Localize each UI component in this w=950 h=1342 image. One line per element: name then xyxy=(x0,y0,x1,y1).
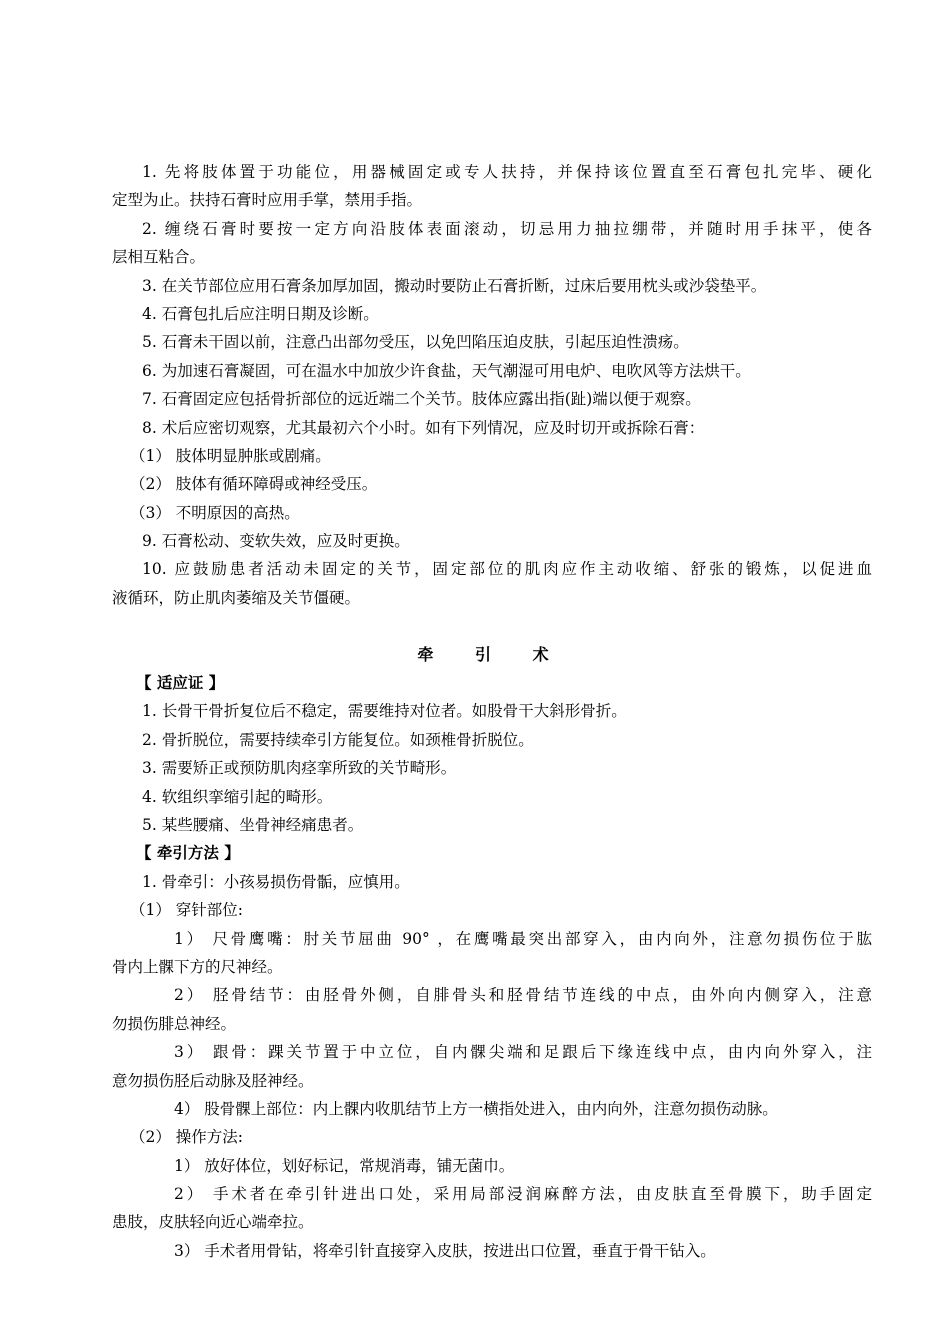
paragraph-line: 8. 术后应密切观察，尤其最初六个小时。如有下列情况，应及时切开或拆除石膏： xyxy=(142,418,705,437)
list-item: 2. 骨折脱位，需要持续牵引方能复位。如颈椎骨折脱位。 xyxy=(142,730,534,749)
heading-indications: 【 适应证 】 xyxy=(136,674,225,693)
paragraph-line: （3） 不明原因的高热。 xyxy=(130,503,300,522)
paragraph-line: 10. 应鼓励患者活动未固定的关节，固定部位的肌肉应作主动收缩、舒张的锻炼，以促进血 xyxy=(142,560,872,579)
list-item: 骨内上髁下方的尺神经。 xyxy=(112,957,283,976)
list-item: 3） 跟骨：踝关节置于中立位，自内髁尖端和足跟后下缘连线中点，由内向外穿入，注 xyxy=(174,1043,872,1062)
paragraph-line: 6. 为加速石膏凝固，可在温水中加放少许食盐，天气潮湿可用电炉、电吹风等方法烘干。 xyxy=(142,361,751,380)
document-body xyxy=(112,158,872,1265)
list-item: （2） 操作方法: xyxy=(130,1128,244,1147)
list-item: 4） 股骨髁上部位：内上髁内收肌结节上方一横指处进入，由内向外，注意勿损伤动脉。 xyxy=(174,1099,778,1118)
list-item: 3. 需要矫正或预防肌肉痉挛所致的关节畸形。 xyxy=(142,759,457,778)
heading-methods: 【 牵引方法 】 xyxy=(136,844,240,863)
list-item: 5. 某些腰痛、坐骨神经痛患者。 xyxy=(142,815,364,834)
paragraph-line: （2） 肢体有循环障碍或神经受压。 xyxy=(130,475,378,494)
list-item: 4. 软组织挛缩引起的畸形。 xyxy=(142,787,333,806)
paragraph-line: 3. 在关节部位应用石膏条加厚加固，搬动时要防止石膏折断，过床后要用枕头或沙袋垫平。 xyxy=(142,276,767,295)
paragraph-line: 1. 先将肢体置于功能位，用器械固定或专人扶持，并保持该位置直至石膏包扎完毕、硬化 xyxy=(142,163,872,181)
paragraph-line: （1） 肢体明显肿胀或剧痛。 xyxy=(130,446,331,465)
list-item: 1） 尺骨鹰嘴：肘关节屈曲 90° ，在鹰嘴最突出部穿入，由内向外，注意勿损伤位于肱 xyxy=(174,929,872,948)
paragraph-line: 液循环，防止肌肉萎缩及关节僵硬。 xyxy=(112,588,361,607)
list-item: 1. 骨牵引：小孩易损伤骨骺，应慎用。 xyxy=(142,872,410,891)
paragraph-line: 4. 石膏包扎后应注明日期及诊断。 xyxy=(142,304,379,323)
list-item: 意勿损伤胫后动脉及胫神经。 xyxy=(112,1071,314,1090)
paragraph-line: 层相互粘合。 xyxy=(112,248,206,267)
section-title: 牵 引 术 xyxy=(417,644,567,664)
list-item: 2） 手术者在牵引针进出口处，采用局部浸润麻醉方法，由皮肤直至骨膜下，助手固定 xyxy=(174,1185,872,1204)
list-item: 患肢，皮肤轻向近心端牵拉。 xyxy=(112,1213,314,1232)
list-item: 2） 胫骨结节：由胫骨外侧，自腓骨头和胫骨结节连线的中点，由外向内侧穿入，注意 xyxy=(174,986,872,1005)
paragraph-line: 7. 石膏固定应包括骨折部位的远近端二个关节。肢体应露出指(趾)端以便于观察。 xyxy=(142,390,701,409)
list-item: 勿损伤腓总神经。 xyxy=(112,1014,237,1033)
paragraph-line: 5. 石膏未干固以前，注意凸出部勿受压，以免凹陷压迫皮肤，引起压迫性溃疡。 xyxy=(142,333,689,352)
list-item: 3） 手术者用骨钻，将牵引针直接穿入皮肤，按进出口位置，垂直于骨干钻入。 xyxy=(174,1241,716,1260)
list-item: 1. 长骨干骨折复位后不稳定，需要维持对位者。如股骨干大斜形骨折。 xyxy=(142,702,627,721)
paragraph-line: 2. 缠绕石膏时要按一定方向沿肢体表面滚动，切忌用力抽拉绷带，并随时用手抹平，使各 xyxy=(142,219,872,238)
list-item: （1） 穿针部位: xyxy=(130,901,244,920)
paragraph-line: 9. 石膏松动、变软失效，应及时更换。 xyxy=(142,532,410,551)
list-item: 1） 放好体位，划好标记，常规消毒，铺无菌巾。 xyxy=(174,1156,515,1175)
paragraph-line: 定型为止。扶持石膏时应用手掌，禁用手指。 xyxy=(112,191,423,210)
